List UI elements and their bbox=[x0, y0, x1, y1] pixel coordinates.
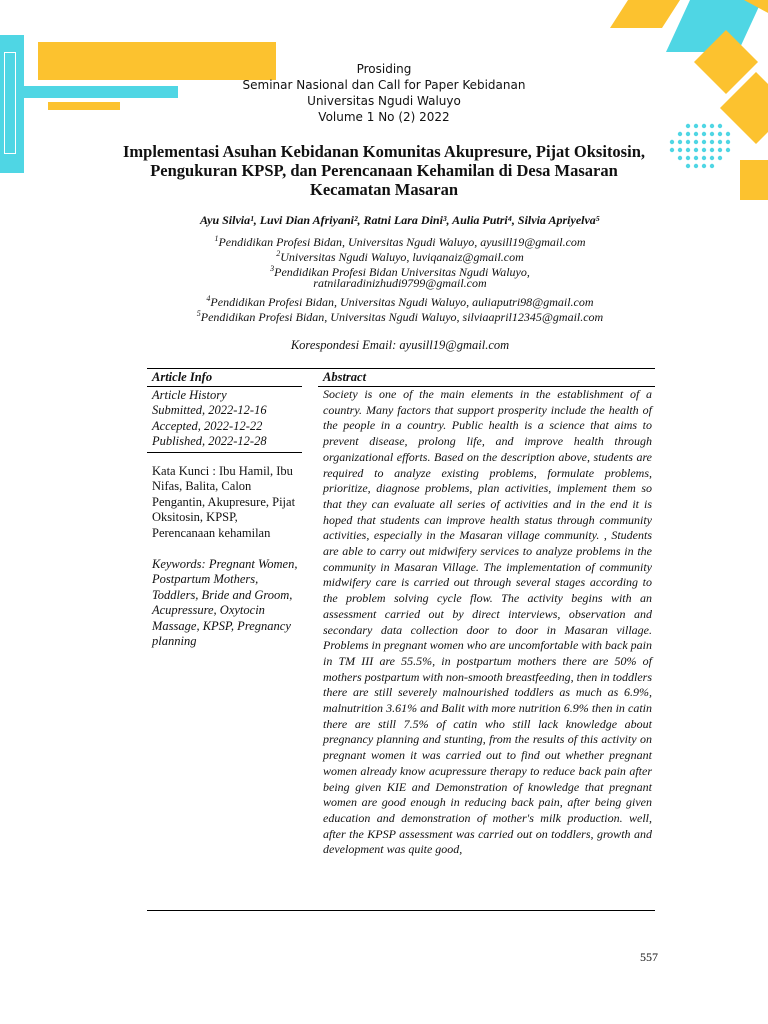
affiliation-1: $^1$Pendidikan Profesi Bidan, Universitas Ngudi Waluyo, ayusill19@gmail.com bbox=[214, 234, 586, 249]
kata-kunci: Kata Kunci : Ibu Hamil, Ibu Nifas, Balita, Calon Pengantin, Akupresure, Pijat Oksitosin, KPSP, Perencanaan kehamilan bbox=[152, 464, 296, 540]
rule-left-after-history bbox=[147, 452, 302, 453]
page-number: 557 bbox=[640, 950, 658, 964]
history-label: Article History bbox=[152, 388, 227, 402]
header-prosiding: Prosiding bbox=[356, 62, 412, 76]
author-list: Ayu Silvia¹, Luvi Dian Afriyani², Ratni Lara Dini³, Aulia Putri⁴, Silvia Apriyelva⁵ bbox=[200, 213, 600, 227]
affiliation-3-cont: ratnilaradinizhudi9799@gmail.com bbox=[313, 276, 487, 290]
affiliation-4: $^4$Pendidikan Profesi Bidan, Universitas Ngudi Waluyo, auliaputri98@gmail.com bbox=[206, 294, 594, 309]
history-submitted: Submitted, 2022-12-16 bbox=[152, 403, 267, 418]
affiliation-3: $^3$Pendidikan Profesi Bidan Universitas Ngudi Waluyo, bbox=[270, 264, 530, 279]
article-info-heading: Article Info bbox=[152, 370, 213, 384]
history-accepted: Accepted, 2022-12-22 bbox=[152, 418, 263, 433]
rule-top bbox=[147, 368, 655, 369]
keywords: Keywords: Pregnant Women, Postpartum Mothers, Toddlers, Bride and Groom, Acupressure, Oxytocin Massage, KPSP, Pregnancy planning bbox=[152, 557, 298, 649]
header-seminar: Seminar Nasional dan Call for Paper Kebidanan bbox=[242, 78, 526, 92]
abstract-heading: Abstract bbox=[323, 370, 367, 384]
paper-title: Implementasi Asuhan Kebidanan Komunitas Akupresure, Pijat Oksitosin, Pengukuran KPSP, dan Perencanaan Kehamilan di Desa Masaran Kecamatan Masaran bbox=[122, 142, 645, 199]
rule-bottom bbox=[147, 910, 655, 911]
history-published: Published, 2022-12-28 bbox=[152, 434, 267, 449]
rule-left-under-heading bbox=[147, 386, 302, 387]
abstract-text: Society is one of the main elements in the establishment of a country. Many factors that support prosperity include the health of the people in a country. Public health is a science that aims to prevent disease, prolong life, and improve health through organizational efforts. Based on the description above, students are required to analyze existing problems, formulate problems, prioritize, diagnose problems, plan activities, implement them so that they can evaluate all series of activities and in the end it is hoped that students can improve health status through community activities, especially in the Masaran village community. , Students are able to carry out midwifery services to analyze problems in the community in Masaran Village. The implementation of community midwifery care is carried out through several stages according to the problem solving cycle flow. The activity begins with an assessment carried out by direct interviews, observation and secondary data collection door to door in Masaran village. Problems in pregnant women who are uncomfortable with back pain in TM III are 55.5%, in postpartum mothers there are 50% of mothers postpartum with non-smooth breastfeeding, then in toddlers there are still severely malnourished toddlers as much as 6.9%, malnutrition 3.61% and Balit with more nutrition 6.9% then in catin there are still 7.5% of catin who still lack knowledge about pregnancy planning and stunting, from the results of this activity on pregnant women it was carried out to find out whether pregnant women already know acupressure therapy to reduce back pain after being given KIE and Demonstration of knowledge that pregnant women are good enough in reducing back pain, after being given education and demonstration of mother's milk production. well, after the KPSP assessment was carried out on toddlers, growth and development was quite good, bbox=[323, 387, 652, 857]
affiliation-2: $^2$Universitas Ngudi Waluyo, luviqanaiz@gmail.com bbox=[276, 249, 524, 264]
header-university: Universitas Ngudi Waluyo bbox=[307, 94, 461, 108]
correspondence-email: Korespondesi Email: ayusill19@gmail.com bbox=[290, 338, 510, 352]
affiliation-5: $^5$Pendidikan Profesi Bidan, Universitas Ngudi Waluyo, silviaapril12345@gmail.com bbox=[196, 309, 604, 324]
article-history bbox=[152, 388, 302, 450]
header-volume: Volume 1 No (2) 2022 bbox=[318, 110, 450, 124]
